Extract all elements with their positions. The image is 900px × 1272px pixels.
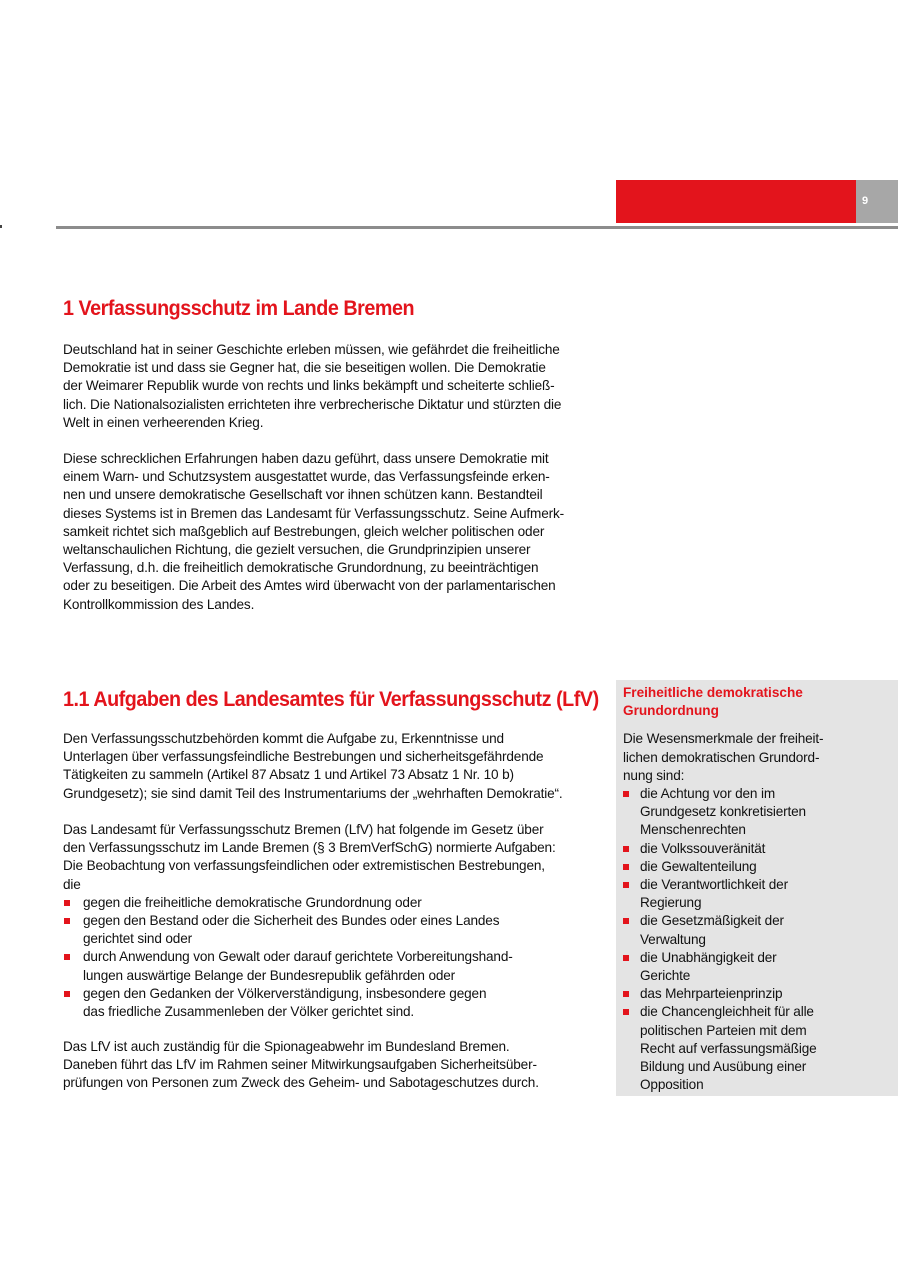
text-line: nung sind: xyxy=(623,767,685,783)
text-line: weltanschaulichen Richtung, die gezielt versuchen, die Grundprinzipien unserer xyxy=(63,542,531,558)
section-1-1-body-2 xyxy=(63,821,623,1021)
text-line: gegen den Bestand oder die Sicherheit des Bundes oder eines Landes xyxy=(83,913,500,929)
page-number: 9 xyxy=(856,180,898,223)
text-line: Demokratie ist und dass sie Gegner hat, die sie beseitigen wollen. Die Demokratie xyxy=(63,360,546,376)
text-line: Bildung und Ausübung einer xyxy=(640,1059,807,1075)
list-item xyxy=(623,785,892,840)
text-line: Kontrollkommission des Landes. xyxy=(63,596,255,612)
section-1-title: 1 Verfassungsschutz im Lande Bremen xyxy=(63,297,415,320)
text-line: dieses Systems ist in Bremen das Landesamt für Verfassungsschutz. Seine Aufmerk- xyxy=(63,505,565,521)
text-line: Das Landesamt für Verfassungsschutz Bremen (LfV) hat folgende im Gesetz über xyxy=(63,822,544,837)
text-line: das Mehrparteienprinzip xyxy=(640,986,783,1002)
section-1-1-paragraph-1 xyxy=(63,730,623,803)
section-1-1-body-3 xyxy=(63,1038,623,1093)
text-line: Recht auf verfassungsmäßige xyxy=(640,1040,817,1056)
text-line: Welt in einen verheerenden Krieg. xyxy=(63,414,264,430)
section-1-1-paragraph-2 xyxy=(63,821,623,894)
text-line: gegen den Gedanken der Völkerverständigung, insbesondere gegen xyxy=(83,985,487,1001)
text-line: Das LfV ist auch zuständig für die Spionageabwehr im Bundesland Bremen. xyxy=(63,1039,510,1054)
sidebar-bullet-list xyxy=(623,785,892,1094)
list-item xyxy=(623,912,892,948)
text-line: gegen die freiheitliche demokratische Grundordnung oder xyxy=(83,894,422,910)
text-line: die Achtung vor den im xyxy=(640,786,775,802)
sidebar-intro xyxy=(623,730,892,785)
text-line: nen und unsere demokratische Gesellschaft vor ihnen schützen kann. Bestandteil xyxy=(63,487,543,503)
section-1-body xyxy=(63,341,623,432)
section-1-1-body-1 xyxy=(63,730,623,803)
text-line: die Volkssouveränität xyxy=(640,840,766,856)
text-line: einem Warn- und Schutzsystem ausgestattet wurde, das Verfassungsfeinde erken- xyxy=(63,469,550,485)
text-line: Die Beobachtung von verfassungsfeindlichen oder extremistischen Bestrebungen, xyxy=(63,858,545,874)
list-item xyxy=(623,1003,892,1094)
text-line: Freiheitliche demokratische xyxy=(623,685,803,700)
header-red-band xyxy=(616,180,856,223)
list-item xyxy=(623,949,892,985)
text-line: Grundordnung xyxy=(623,703,719,719)
fdgo-sidebar xyxy=(616,680,898,1096)
text-line: Opposition xyxy=(640,1077,704,1093)
section-verfassungsschutz xyxy=(63,296,623,322)
section-1-1-paragraph-3 xyxy=(63,1038,623,1093)
text-line: die Gewaltenteilung xyxy=(640,858,757,874)
text-line: prüfungen von Personen zum Zweck des Geheim- und Sabotageschutzes durch. xyxy=(63,1075,539,1091)
text-line: die Verantwortlichkeit der xyxy=(640,877,788,893)
text-line: Die Wesensmerkmale der freiheit- xyxy=(623,731,824,747)
text-line: durch Anwendung von Gewalt oder darauf gerichtete Vorbereitungshand- xyxy=(83,949,513,965)
text-line: politischen Parteien mit dem xyxy=(640,1022,807,1038)
header-rule xyxy=(56,226,898,229)
text-line: die Chancengleichheit für alle xyxy=(640,1004,814,1020)
text-line: der Weimarer Republik wurde von rechts und links bekämpft und scheiterte schließ- xyxy=(63,378,555,394)
list-item xyxy=(63,948,623,984)
text-line: lichen demokratischen Grundord- xyxy=(623,749,820,765)
list-item xyxy=(63,912,623,948)
list-item xyxy=(623,985,892,1003)
text-line: das friedliche Zusammenleben der Völker gerichtet sind. xyxy=(83,1004,415,1020)
text-line: Verfassung, d.h. die freiheitlich demokratische Grundordnung, zu beeinträchtigen xyxy=(63,560,539,576)
text-line: Den Verfassungsschutzbehörden kommt die Aufgabe zu, Erkenntnisse und xyxy=(63,731,504,746)
list-item xyxy=(63,894,623,912)
text-line: gerichtet sind oder xyxy=(83,931,192,947)
text-line: Daneben führt das LfV im Rahmen seiner Mitwirkungsaufgaben Sicherheitsüber- xyxy=(63,1057,537,1073)
text-line: Gerichte xyxy=(640,968,691,984)
page-edge-mark xyxy=(0,225,2,228)
section-1-paragraph-2 xyxy=(63,450,623,614)
list-item xyxy=(623,858,892,876)
list-item xyxy=(623,840,892,858)
section-1-body-2 xyxy=(63,450,623,614)
text-line: die Gesetzmäßigkeit der xyxy=(640,913,784,929)
text-line: Grundgesetz konkretisierten xyxy=(640,804,806,820)
text-line: den Verfassungsschutz im Lande Bremen (§ 3 BremVerfSchG) normierte Aufgaben: xyxy=(63,840,556,856)
text-line: lungen auswärtige Belange der Bundesrepublik gefährden oder xyxy=(83,967,456,983)
text-line: lich. Die Nationalsozialisten errichteten ihre verbrecherische Diktatur und stürzten die xyxy=(63,396,562,412)
text-line: samkeit richtet sich maßgeblich auf Bestrebungen, gleich welcher politischen oder xyxy=(63,523,545,539)
text-line: die xyxy=(63,876,81,892)
text-line: Unterlagen über verfassungsfeindliche Bestrebungen und sicherheitsgefährdende xyxy=(63,749,544,765)
section-1-1-title: 1.1 Aufgaben des Landesamtes für Verfassungsschutz (LfV) xyxy=(63,688,599,711)
section-aufgaben xyxy=(63,687,623,713)
text-line: die Unabhängigkeit der xyxy=(640,949,777,965)
section-1-paragraph-1 xyxy=(63,341,623,432)
text-line: oder zu beseitigen. Die Arbeit des Amtes wird überwacht von der parlamentarischen xyxy=(63,578,556,594)
text-line: Menschenrechten xyxy=(640,822,746,838)
tasks-bullet-list xyxy=(63,894,623,1021)
text-line: Regierung xyxy=(640,895,702,911)
text-line: Tätigkeiten zu sammeln (Artikel 87 Absatz 1 und Artikel 73 Absatz 1 Nr. 10 b) xyxy=(63,767,514,783)
sidebar-title xyxy=(623,684,892,720)
list-item xyxy=(63,985,623,1021)
text-line: Verwaltung xyxy=(640,931,706,947)
list-item xyxy=(623,876,892,912)
text-line: Grundgesetz); sie sind damit Teil des Instrumentariums der „wehrhaften Demokratie“. xyxy=(63,785,563,801)
text-line: Diese schrecklichen Erfahrungen haben dazu geführt, dass unsere Demokratie mit xyxy=(63,451,549,466)
text-line: Deutschland hat in seiner Geschichte erleben müssen, wie gefährdet die freiheitliche xyxy=(63,342,560,357)
